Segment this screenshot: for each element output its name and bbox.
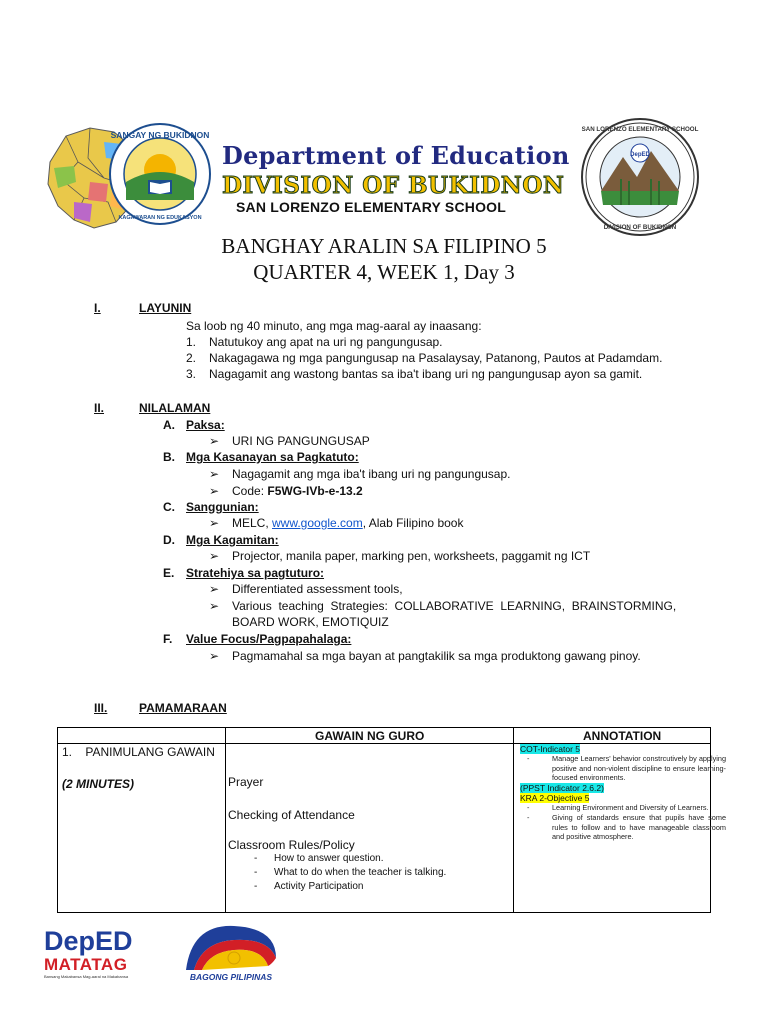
layunin-item-1: Natutukoy ang apat na uri ng pangungusap. [209, 335, 443, 349]
table-divider-1 [225, 728, 226, 912]
panimulang-gawain-label: 1. PANIMULANG GAWAIN [62, 745, 215, 759]
kra-item-2: Giving of standards ensure that pupils have some rules to follow and to have manageable classroom and positive atmosphere. [552, 813, 726, 842]
subsection-b-letter: B. [163, 450, 175, 464]
bullet-arrow-icon: ➢ [209, 599, 220, 613]
kra-objective-badge: KRA 2-Objective 5 [520, 793, 590, 803]
rules-dash-3: - [254, 881, 258, 892]
division-of-bukidnon-heading: DIVISION OF BUKIDNON [222, 172, 565, 199]
bullet-arrow-icon: ➢ [209, 434, 220, 448]
kra-dash-2: - [527, 813, 530, 822]
time-allotment: (2 MINUTES) [62, 777, 134, 791]
bullet-arrow-icon: ➢ [209, 484, 220, 498]
deped-matatag-logo [42, 922, 158, 980]
kasanayan-item: Nagagamit ang mga iba't ibang uri ng pangungusap. [232, 467, 511, 481]
subsection-d-letter: D. [163, 533, 175, 547]
sangay-ng-bukidnon-seal [44, 122, 220, 234]
school-name: SAN LORENZO ELEMENTARY SCHOOL [236, 199, 506, 215]
matatag-tagline: Bansang Makabansa Mag-aaral na Makabansa [44, 974, 129, 979]
melc-code: F5WG-IVb-e-13.2 [267, 484, 363, 498]
section-title-layunin: LAYUNIN [139, 301, 192, 315]
kagamitan-item: Projector, manila paper, marking pen, worksheets, paggamit ng ICT [232, 549, 591, 563]
pamamaraan-table [57, 727, 726, 913]
seal-right-bottom-text: DIVISION OF BUKIDNON [603, 224, 677, 231]
subsection-f-title: Value Focus/Pagpapahalaga: [186, 632, 352, 646]
section-number-i: I. [94, 301, 101, 315]
subsection-a-title: Paksa: [186, 418, 225, 432]
deped-logo-text: DepED [44, 926, 133, 956]
lesson-plan-title: BANGHAY ARALIN SA FILIPINO 5 [221, 234, 547, 258]
sanggunian-line [232, 516, 463, 530]
prayer-step: Prayer [228, 775, 264, 789]
layunin-item-2: Nakagagawa ng mga pangungusap na Pasalaysay, Patanong, Pautos at Padamdam. [209, 351, 663, 365]
stratehiya-item-1: Differentiated assessment tools, [232, 582, 403, 596]
layunin-item-3: Nagagamit ang wastong bantas sa iba't ibang uri ng pangungusap ayon sa gamit. [209, 367, 643, 381]
layunin-item-2-num: 2. [186, 351, 197, 365]
seal-left-bottom-text: KAGAWARAN NG EDUKASYON [118, 215, 202, 221]
column-header-gawain-ng-guro: GAWAIN NG GURO [315, 729, 425, 743]
section-title-nilalaman: NILALAMAN [139, 401, 211, 415]
seal-left-top-text: SANGAY NG BUKIDNON [110, 130, 210, 140]
seal-right-center-text: DepED [630, 152, 650, 158]
cot-indicator-badge: COT-Indicator 5 [520, 744, 580, 754]
code-label: Code: [232, 484, 268, 498]
rules-item-2: What to do when the teacher is talking. [274, 867, 447, 878]
matatag-logo-text: MATATAG [44, 955, 128, 974]
layunin-item-1-num: 1. [186, 335, 197, 349]
subsection-c-letter: C. [163, 500, 175, 514]
sanggunian-pre: MELC, [232, 516, 273, 530]
layunin-item-3-num: 3. [186, 367, 197, 381]
section-number-iii: III. [94, 701, 108, 715]
subsection-e-title: Stratehiya sa pagtuturo: [186, 566, 325, 580]
stratehiya-item-2: Various teaching Strategies: COLLABORATIVE LEARNING, BRAINSTORMING, [232, 599, 677, 613]
bullet-arrow-icon: ➢ [209, 582, 220, 596]
kra-item-1: Learning Environment and Diversity of Learners. [552, 803, 709, 812]
google-link[interactable]: www.google.com [272, 516, 363, 530]
subsection-e-letter: E. [163, 566, 175, 580]
column-header-annotation: ANNOTATION [583, 729, 662, 743]
cot-description: Manage Learners' behavior constrcutively by applying positive and non-violent discipline to ensure learning-focused environments. [552, 754, 726, 783]
code-line [232, 484, 363, 498]
bullet-arrow-icon: ➢ [209, 467, 220, 481]
subsection-b-title: Mga Kasanayan sa Pagkatuto: [186, 450, 359, 464]
bagong-pilipinas-text: BAGONG PILIPINAS [189, 972, 273, 982]
attendance-step: Checking of Attendance [228, 808, 355, 822]
value-focus-item: Pagmamahal sa mga bayan at pangtakilik sa mga produktong gawang pinoy. [232, 649, 641, 663]
sanggunian-post: , Alab Filipino book [362, 516, 464, 530]
seal-right-top-text: SAN LORENZO ELEMENTARY SCHOOL [581, 126, 699, 133]
section-title-pamamaraan: PAMAMARAAN [139, 701, 227, 715]
rules-dash-2: - [254, 867, 258, 878]
subsection-f-letter: F. [163, 632, 173, 646]
lesson-plan-subtitle: QUARTER 4, WEEK 1, Day 3 [253, 260, 515, 284]
bullet-arrow-icon: ➢ [209, 649, 220, 663]
cot-dash: - [527, 754, 530, 763]
bullet-arrow-icon: ➢ [209, 516, 220, 530]
table-divider-2 [513, 728, 514, 912]
bagong-pilipinas-logo [172, 918, 290, 984]
table-header-divider [58, 743, 710, 744]
stratehiya-item-3: BOARD WORK, EMOTIQUIZ [232, 615, 389, 629]
rules-item-3: Activity Participation [274, 881, 364, 892]
paksa-item: URI NG PANGUNGUSAP [232, 434, 370, 448]
bullet-arrow-icon: ➢ [209, 549, 220, 563]
rules-item-1: How to answer question. [274, 853, 384, 864]
section-number-ii: II. [94, 401, 105, 415]
san-lorenzo-school-seal [573, 117, 708, 237]
subsection-a-letter: A. [163, 418, 175, 432]
subsection-c-title: Sanggunian: [186, 500, 259, 514]
department-of-education-heading: Department of Education [222, 141, 570, 170]
layunin-intro: Sa loob ng 40 minuto, ang mga mag-aaral ay inaasang: [186, 319, 482, 333]
subsection-d-title: Mga Kagamitan: [186, 533, 279, 547]
classroom-rules-step: Classroom Rules/Policy [228, 838, 355, 852]
kra-dash-1: - [527, 803, 530, 812]
ppst-indicator-badge: (PPST Indicator 2.6.2) [520, 783, 604, 793]
rules-dash-1: - [254, 853, 258, 864]
